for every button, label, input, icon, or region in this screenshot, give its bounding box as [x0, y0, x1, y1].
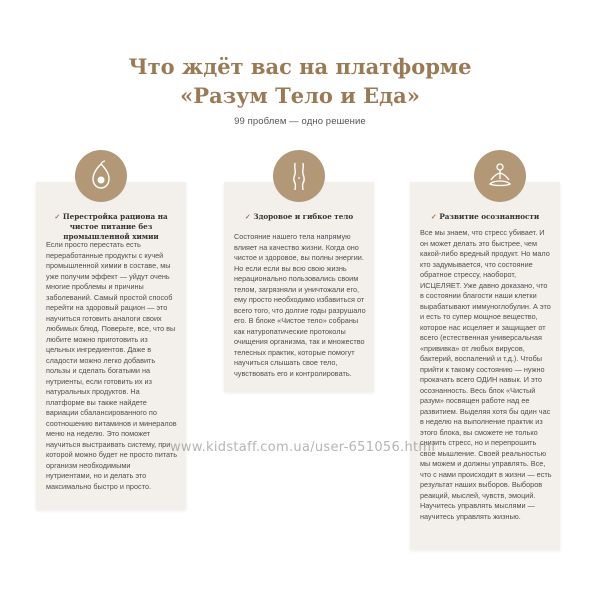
- body-silhouette-icon: [273, 150, 325, 202]
- feature-card-nutrition: [36, 182, 186, 510]
- feature-card-body: [224, 182, 374, 392]
- avocado-icon: [75, 150, 127, 202]
- card-heading-text: Перестройка рациона на чистое питание без промышленной химии: [62, 212, 168, 241]
- card-heading: [224, 212, 374, 222]
- page-subtitle: 99 проблем — одно решение: [234, 116, 366, 127]
- page-title-line2: «Разум Тело и Еда»: [180, 83, 420, 108]
- card-heading: [36, 212, 186, 242]
- watermark: www.kidstaff.com.ua/user-651056.html: [170, 440, 436, 455]
- card-body: Если просто перестать есть переработанные продукты с кучей промышленной химии в составе, мы уже получим эффект — уйдут очень многие проблемы и причины заболеваний. Самый простой способ перейти на здоровый рацион — это научиться готовить аналоги своих любимых блюд. Поверьте, все, что вы любите можно приготовить из цельных ингредиентов. Даже в сладости можно легко добавить пользы и сделать богатыми на нутриенты, если готовить их из натуральных продуктов. На платформе вы также найдете вариации сбалансированного по соотношению витаминов и минералов меню на неделю. Это поможет научиться выстраивать систему, при которой можно будет не просто питать организм необходимыми нутриентами, но и делать это максимально быстро и просто.: [46, 240, 178, 491]
- check-icon: ✓: [244, 212, 251, 221]
- card-heading-text: Развитие осознанности: [439, 212, 540, 221]
- page-title: [0, 52, 600, 110]
- check-icon: ✓: [54, 212, 61, 221]
- meditation-icon: [474, 150, 526, 202]
- card-heading: [410, 212, 560, 222]
- card-body: Состояние нашего тела напрямую влияет на качество жизни. Когда оно чистое и здоровое, вы полны энергии. Но если если вы всю свою жизнь нерационально пользовались своим телом, загрязняли и уничтожали его, ему просто необходимо избавиться от всего того, что долгие годы разрушало его. В блоке «Чистое тело» собраны как натуропатические протоколы очищения организма, так и множество телесных практик, которые помогут научиться слышать свое тело, чувствовать его и контролировать.: [234, 232, 366, 378]
- card-body: Все мы знаем, что стресс убивает. И он может делать это быстрее, чем какой-либо вредный продукт. Но мало кто задумывается, что состояние обратное стрессу, наоборот, ИСЦЕЛЯЕТ. Уже давно доказано, что в состоянии благости наши клетки вырабатывают иммуноглобулин. А это и есть то супер мощное вещество, которое нас исцеляет и защищает от всего (естественная универсальная «прививка» от любых вирусов, бактерий, воспалений и т.д.). Чтобы прийти к такому состоянию — нужно прокачать всего ОДИН навык. И это осознанность. Весь блок «Чистый разум» посвящен работе над ее развитием. Выделяя хотя бы один час в неделю на выполнение практик из этого блока, вы сможете не только снизить стресс, но и перепрошить свое мышление. Своей реальностью мы можем и должны управлять. Все, что с нами происходит в жизни — есть результат наших выборов. Выборов реакций, мыслей, чувств, эмоций. Научитесь управлять мыслями — научитесь управлять жизнью.: [420, 228, 552, 521]
- feature-card-mindfulness: [410, 182, 560, 550]
- page-title-line1: Что ждёт вас на платформе: [128, 54, 472, 79]
- card-heading-text: Здоровое и гибкое тело: [253, 212, 354, 221]
- check-icon: ✓: [430, 212, 437, 221]
